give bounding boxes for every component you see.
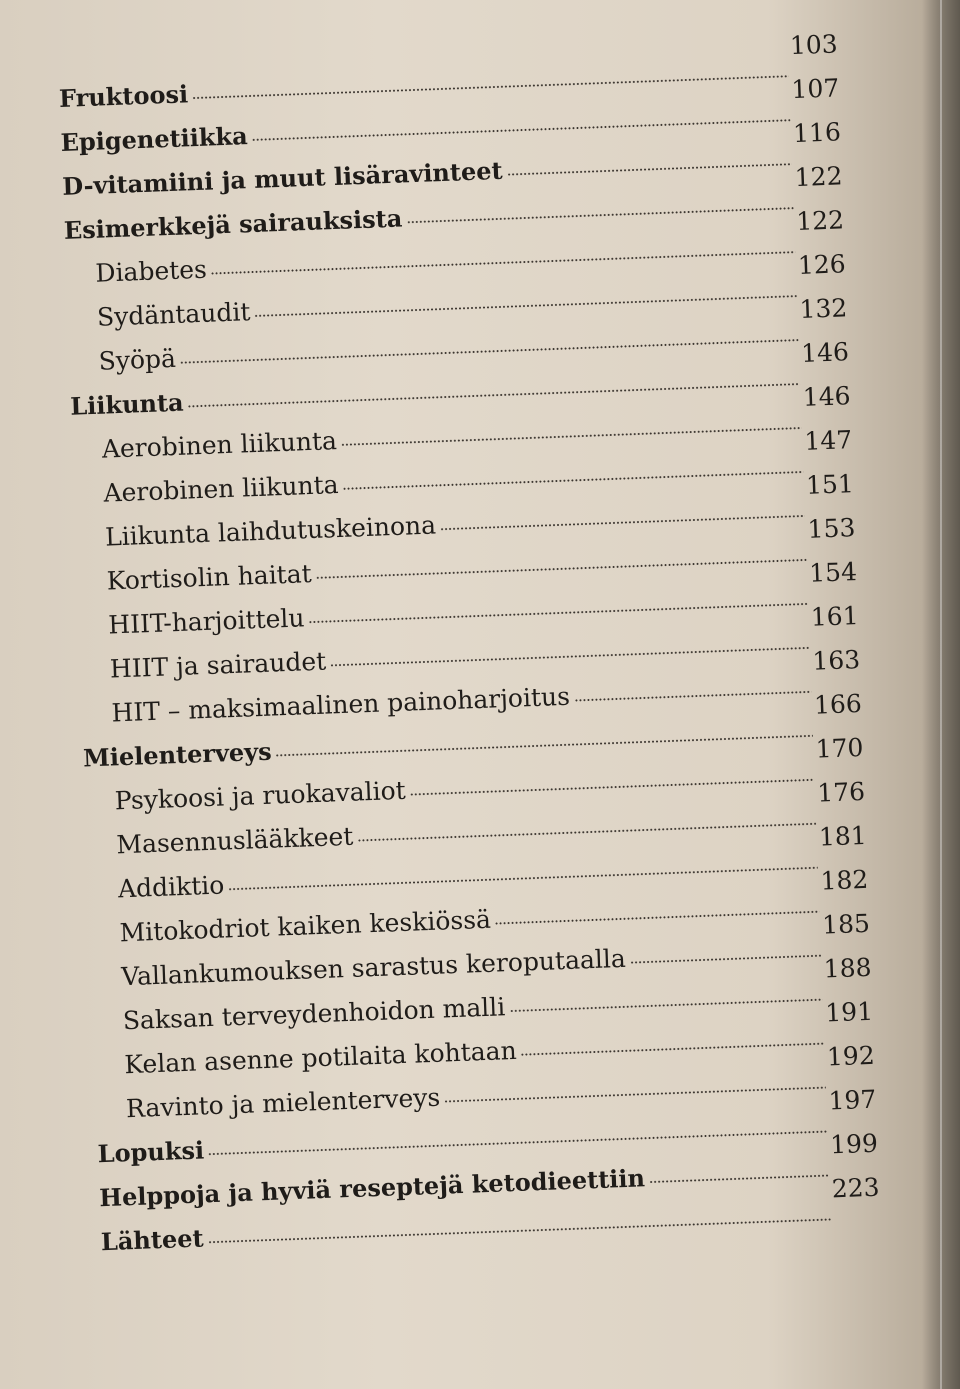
dot-leader bbox=[574, 688, 812, 705]
toc-entry-title: Kelan asenne potilaita kohtaan bbox=[123, 1035, 518, 1080]
toc-entry-page: 191 bbox=[824, 996, 874, 1028]
toc-entry-page: 223 bbox=[831, 1172, 881, 1204]
toc-entry-title: Sydäntaudit bbox=[96, 297, 251, 332]
toc-entry-page: 176 bbox=[816, 776, 866, 808]
toc-entry-page: 170 bbox=[815, 732, 864, 764]
toc-entry-title: Liikunta laihdutuskeinona bbox=[104, 510, 437, 552]
toc-entry-page: 192 bbox=[826, 1040, 876, 1072]
toc-entry-page: 116 bbox=[792, 117, 842, 149]
toc-entry-page: 197 bbox=[828, 1084, 877, 1116]
toc-entry-title: HIIT-harjoittelu bbox=[107, 603, 305, 640]
toc-entry-page: 147 bbox=[803, 425, 853, 456]
toc-entry-title: Kortisolin haitat bbox=[106, 559, 313, 596]
toc-entry-page: 146 bbox=[800, 337, 850, 368]
dot-leader bbox=[649, 1171, 830, 1186]
toc-entry-page: 122 bbox=[795, 205, 845, 237]
toc-entry-page: 163 bbox=[811, 645, 861, 676]
toc-entry-page: 153 bbox=[807, 513, 856, 544]
toc-entry-title: Aerobinen liikunta bbox=[103, 470, 340, 508]
toc-entry-page: 166 bbox=[813, 688, 863, 720]
toc-entry-title: Diabetes bbox=[94, 254, 208, 288]
toc-entry-page: 161 bbox=[810, 601, 860, 632]
toc-entry-page: 188 bbox=[823, 952, 872, 984]
toc-entry-title: Helppoja ja hyviä reseptejä ketodieettiin bbox=[98, 1163, 646, 1213]
toc-entry-page: 151 bbox=[805, 469, 855, 500]
toc-entry-page: 122 bbox=[794, 161, 843, 193]
table-of-contents bbox=[58, 29, 881, 1257]
toc-entry-page: 199 bbox=[829, 1128, 879, 1160]
dot-leader bbox=[208, 1215, 832, 1246]
toc-entry-title: Liikunta bbox=[69, 387, 185, 421]
dot-leader bbox=[630, 952, 822, 967]
toc-entry-page: 181 bbox=[818, 820, 868, 852]
toc-entry-page: 126 bbox=[797, 249, 847, 281]
toc-entry-title: Masennuslääkkeet bbox=[115, 821, 354, 860]
toc-entry-title: Mitokodriot kaiken keskiössä bbox=[119, 904, 492, 948]
toc-entry-page: 103 bbox=[789, 29, 839, 61]
toc-entry-title: HIT – maksimaalinen painoharjoitus bbox=[111, 681, 571, 728]
toc-entry-title: Saksan terveydenhoidon malli bbox=[122, 992, 506, 1036]
toc-entry-title: Lopuksi bbox=[97, 1135, 205, 1169]
toc-entry-title: Fruktoosi bbox=[58, 79, 189, 113]
toc-entry-title: HIIT ja sairaudet bbox=[109, 646, 327, 684]
toc-entry-page: 107 bbox=[790, 73, 840, 105]
toc-entry-title: Esimerkkejä sairauksista bbox=[63, 203, 403, 245]
toc-entry-title: D-vitamiini ja muut lisäravinteet bbox=[61, 155, 504, 201]
toc-entry-title: Mielenterveys bbox=[82, 736, 273, 773]
toc-entry-title: Aerobinen liikunta bbox=[101, 426, 338, 464]
toc-entry-page: 154 bbox=[808, 557, 858, 588]
toc-entry-page: 185 bbox=[821, 908, 871, 940]
page-edge-shadow bbox=[922, 0, 960, 1389]
toc-entry-page: 182 bbox=[819, 864, 869, 896]
toc-entry-page: 146 bbox=[802, 381, 851, 412]
toc-entry-title: Syöpä bbox=[98, 343, 177, 376]
toc-entry-title: Epigenetiikka bbox=[60, 121, 249, 157]
toc-entry-page: 132 bbox=[799, 293, 848, 324]
toc-entry-title: Vallankumouksen sarastus keroputaalla bbox=[120, 943, 627, 992]
toc-entry-title: Addiktio bbox=[117, 870, 225, 904]
toc-entry-title: Ravinto ja mielenterveys bbox=[125, 1082, 441, 1124]
toc-entry-title: Psykoosi ja ruokavaliot bbox=[114, 775, 407, 816]
toc-entry-title: Lähteet bbox=[100, 1223, 205, 1257]
